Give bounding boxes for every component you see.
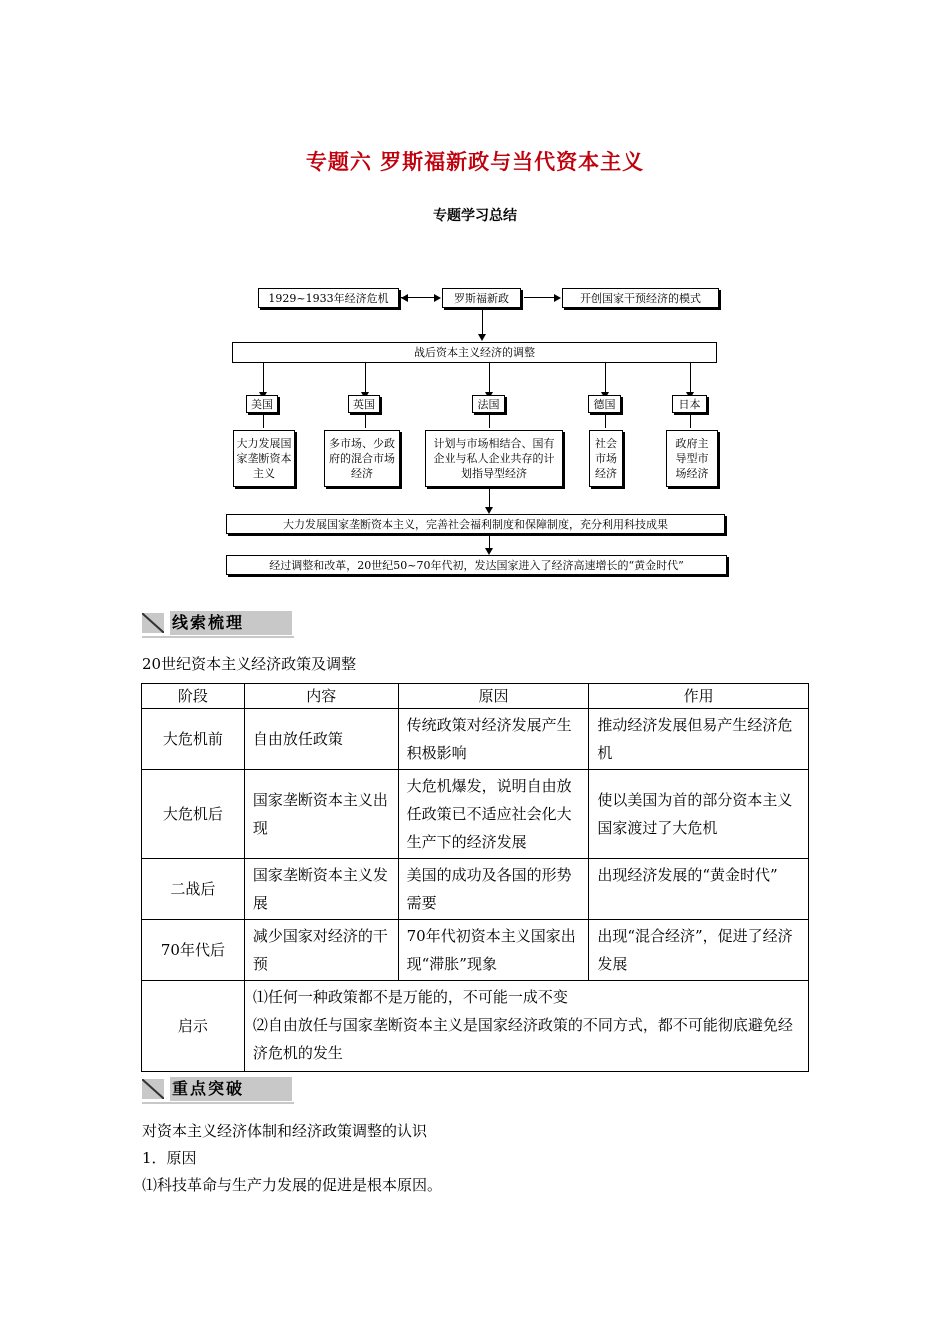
country-label: 法国 xyxy=(477,397,500,411)
stage-cell: 大危机前 xyxy=(142,709,245,770)
table-row-inspiration xyxy=(142,981,809,1072)
desc-uk xyxy=(324,430,400,487)
new-deal-text: 罗斯福新政 xyxy=(454,291,509,305)
effect-cell: 使以美国为首的部分资本主义国家渡过了大危机 xyxy=(589,770,809,859)
inspiration-cell xyxy=(244,981,808,1072)
table-row xyxy=(142,709,809,770)
desc-germany xyxy=(589,430,623,487)
body-paragraph: ⑴科技革命与生产力发展的促进是根本原因。 xyxy=(142,1176,443,1194)
section-slash-icon xyxy=(142,613,164,633)
model-text: 开创国家干预经济的模式 xyxy=(580,291,701,305)
country-france xyxy=(472,395,505,413)
desc-text: 社会市场经济 xyxy=(595,437,617,480)
summary-text: 大力发展国家垄断资本主义，完善社会福利制度和保障制度，充分利用科技成果 xyxy=(283,517,668,531)
desc-text: 大力发展国家垄断资本主义 xyxy=(236,437,292,480)
table-row xyxy=(142,920,809,981)
section-label: 线索梳理 xyxy=(170,611,292,635)
page-subtitle: 专题学习总结 xyxy=(433,208,517,224)
stage-cell: 二战后 xyxy=(142,859,245,920)
table-row xyxy=(142,770,809,859)
country-label: 日本 xyxy=(678,397,701,411)
desc-usa xyxy=(233,430,295,487)
content-cell: 自由放任政策 xyxy=(244,709,398,770)
desc-text: 计划与市场相结合、国有企业与私人企业共存的计划指导型经济 xyxy=(433,437,555,480)
header-cell: 作用 xyxy=(589,684,809,709)
effect-cell: 出现“混合经济”，促进了经济发展 xyxy=(589,920,809,981)
country-japan xyxy=(672,395,707,413)
section-label: 重点突破 xyxy=(170,1077,292,1101)
table-header-row xyxy=(142,684,809,709)
table-caption: 20世纪资本主义经济政策及调整 xyxy=(142,655,357,673)
desc-text: 政府主导型市场经济 xyxy=(675,437,709,480)
effect-cell: 出现经济发展的“黄金时代” xyxy=(589,859,809,920)
header-cell: 内容 xyxy=(244,684,398,709)
desc-text: 多市场、少政府的混合市场经济 xyxy=(329,437,395,480)
reason-cell: 大危机爆发，说明自由放任政策已不适应社会化大生产下的经济发展 xyxy=(398,770,589,859)
desc-japan xyxy=(666,430,718,487)
country-germany xyxy=(588,395,621,413)
stage-cell: 大危机后 xyxy=(142,770,245,859)
header-cell: 阶段 xyxy=(142,684,245,709)
stage-cell: 启示 xyxy=(142,981,245,1072)
adjust-text: 战后资本主义经济的调整 xyxy=(414,346,535,359)
inspiration-point: ⑴任何一种政策都不是万能的，不可能一成不变 xyxy=(252,988,568,1006)
adjust-box xyxy=(232,342,717,363)
page-title: 专题六 罗斯福新政与当代资本主义 xyxy=(305,150,645,174)
country-usa xyxy=(246,395,278,413)
effect-cell: 推动经济发展但易产生经济危机 xyxy=(589,709,809,770)
country-label: 美国 xyxy=(251,397,273,411)
body-paragraph: 对资本主义经济体制和经济政策调整的认识 xyxy=(142,1122,428,1140)
body-paragraph: 1．原因 xyxy=(142,1149,197,1167)
result-text: 经过调整和改革，20世纪50~70年代初，发达国家进入了经济高速增长的“黄金时代” xyxy=(269,558,684,572)
new-deal-box xyxy=(442,288,521,308)
country-label: 德国 xyxy=(593,397,616,411)
summary-box xyxy=(226,514,725,534)
country-uk xyxy=(348,395,380,413)
content-cell: 国家垄断资本主义出现 xyxy=(244,770,398,859)
section-slash-icon xyxy=(142,1079,164,1099)
reason-cell: 美国的成功及各国的形势需要 xyxy=(398,859,589,920)
result-box xyxy=(226,555,727,575)
header-cell: 原因 xyxy=(398,684,589,709)
policy-table xyxy=(141,683,809,1072)
crisis-box xyxy=(258,288,399,308)
table-row xyxy=(142,859,809,920)
reason-cell: 70年代初资本主义国家出现“滞胀”现象 xyxy=(398,920,589,981)
stage-cell: 70年代后 xyxy=(142,920,245,981)
desc-france xyxy=(425,430,563,487)
reason-cell: 传统政策对经济发展产生积极影响 xyxy=(398,709,589,770)
model-box xyxy=(562,288,719,308)
inspiration-point: ⑵自由放任与国家垄断资本主义是国家经济政策的不同方式，都不可能彻底避免经济危机的发生 xyxy=(252,1016,793,1062)
crisis-text: 1929~1933年经济危机 xyxy=(268,291,389,305)
content-cell: 减少国家对经济的干预 xyxy=(244,920,398,981)
country-label: 英国 xyxy=(353,397,375,411)
content-cell: 国家垄断资本主义发展 xyxy=(244,859,398,920)
